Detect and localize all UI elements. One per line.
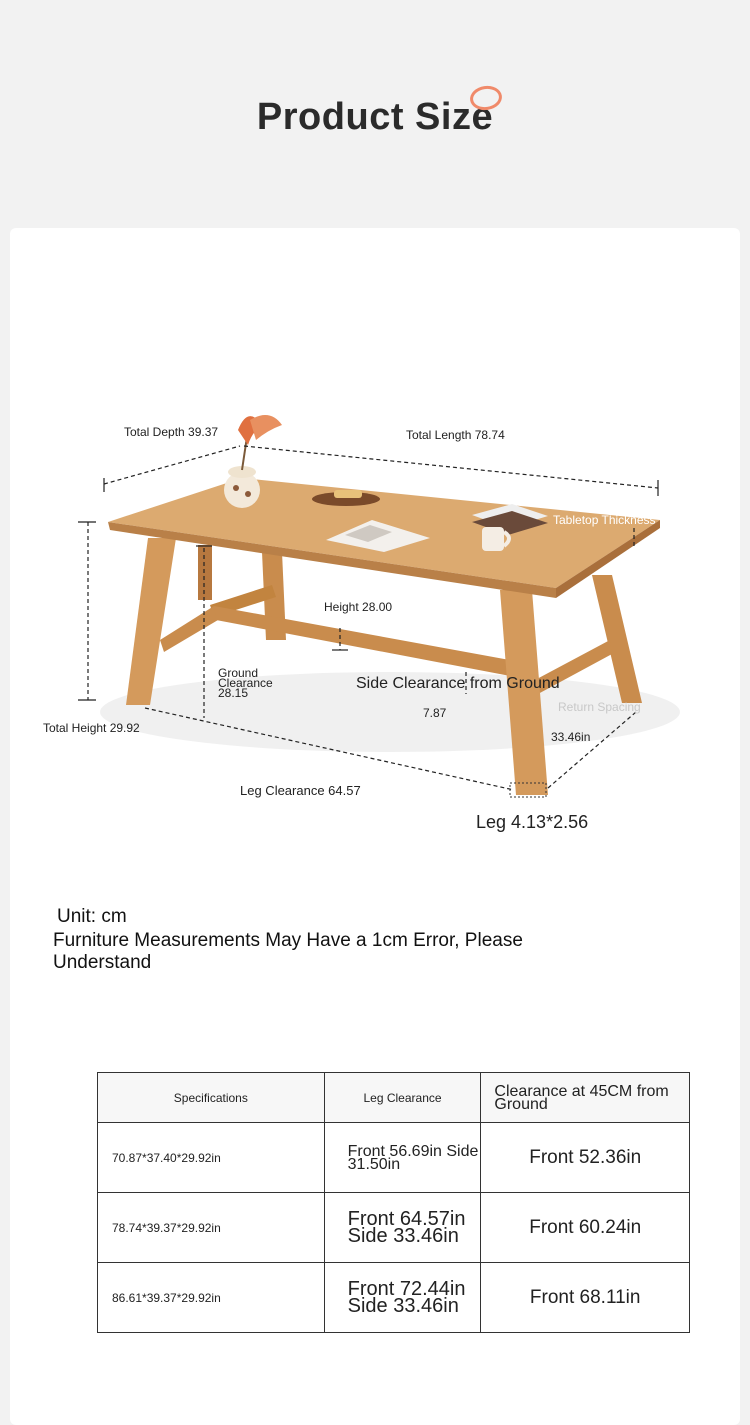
height-label: Height 28.00: [324, 600, 393, 614]
table-row: [98, 1263, 690, 1333]
spec-cell: 70.87*37.40*29.92in: [98, 1123, 325, 1193]
side-clearance-label: Side Clearance from Ground: [356, 675, 560, 692]
table-header-row: [98, 1073, 690, 1123]
ground-clearance-line2: Clearance: [218, 676, 273, 690]
ground-clearance-line1: Ground: [218, 666, 259, 680]
leg-clearance-cell: Front 64.57in Side 33.46in: [324, 1193, 481, 1263]
leg-clearance-cell: Front 56.69in Side 31.50in: [324, 1123, 481, 1193]
total-length-label: Total Length 78.74: [406, 428, 505, 442]
size-spec-table: [97, 1072, 690, 1333]
page-title: Product Size: [256, 96, 494, 138]
return-spacing-label: Return Spacing: [558, 700, 641, 714]
leg-size-label: Leg 4.13*2.56: [476, 812, 589, 832]
return-spacing-value: 33.46in: [551, 730, 591, 744]
side-clearance-value: 7.87: [423, 706, 447, 720]
ground-clearance-value: 28.15: [218, 686, 249, 700]
leg-clearance-label: Leg Clearance 64.57: [240, 783, 361, 798]
total-depth-label: Total Depth 39.37: [124, 425, 219, 439]
column-header-specifications: Specifications: [98, 1073, 325, 1123]
unit-label: Unit: cm: [57, 906, 127, 927]
clearance-cell: Front 52.36in: [481, 1123, 690, 1193]
total-height-label: Total Height 29.92: [43, 721, 140, 735]
clearance-cell: Front 60.24in: [481, 1193, 690, 1263]
ground-clearance-label: [218, 668, 273, 698]
clearance-cell: Front 68.11in: [481, 1263, 690, 1333]
table-row: [98, 1123, 690, 1193]
spec-cell: 86.61*39.37*29.92in: [98, 1263, 325, 1333]
measurement-disclaimer: Furniture Measurements May Have a 1cm Error, Please Understand: [53, 930, 523, 973]
column-header-leg-clearance: Leg Clearance: [324, 1073, 481, 1123]
column-header-clearance-45cm: Clearance at 45CM from Ground: [481, 1073, 690, 1123]
table-row: [98, 1193, 690, 1263]
spec-cell: 78.74*39.37*29.92in: [98, 1193, 325, 1263]
tabletop-thickness-label: Tabletop Thickness: [553, 513, 656, 527]
leg-clearance-cell: Front 72.44in Side 33.46in: [324, 1263, 481, 1333]
